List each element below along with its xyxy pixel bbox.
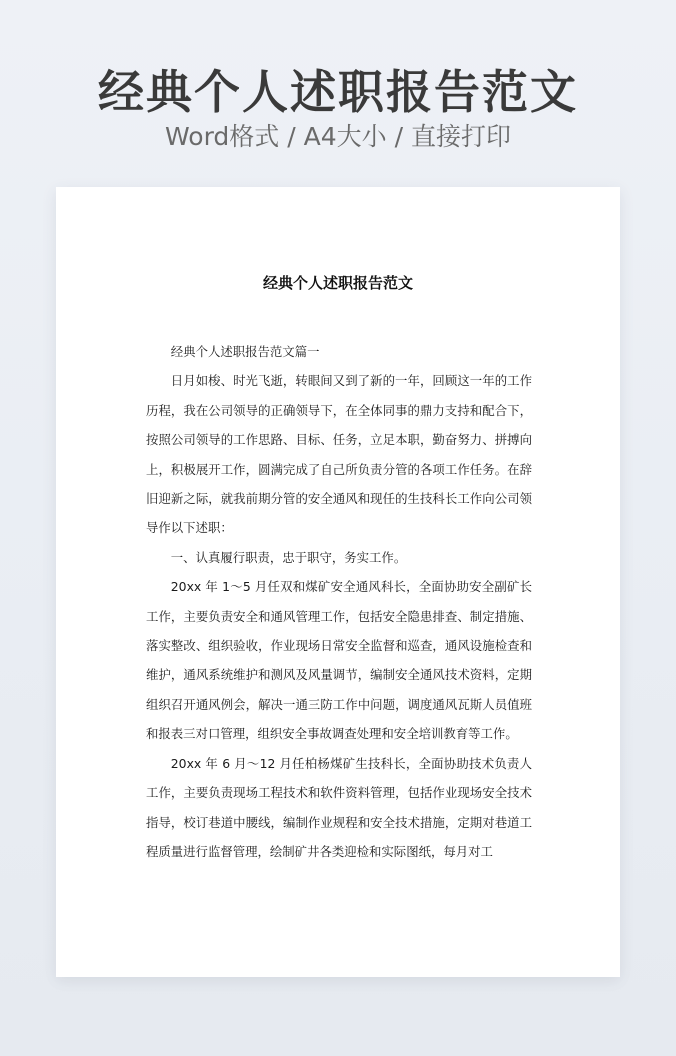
section-heading: 经典个人述职报告范文篇一 xyxy=(170,344,320,359)
paragraph: 日月如梭、时光飞逝，转眼间又到了新的一年，回顾这一年的工作历程，我在公司领导的正确领导下，在全体同事的鼎力支持和配合下，按照公司领导的工作思路、目标、任务，立足本职，勤奋努力、拼搏向上，积极展开工作，圆满完成了自己所负责分管的各项工作任务。在辞旧迎新之际，就我前期分管的安全通风和现任的生技科长工作向公司领导作以下述职： xyxy=(146,373,532,536)
banner-subtitle: Word格式 / A4大小 / 直接打印 xyxy=(165,122,511,151)
document-page xyxy=(56,187,620,977)
paragraph: 一、认真履行职责，忠于职守，务实工作。 xyxy=(170,549,407,565)
banner-title: 经典个人述职报告范文 xyxy=(98,65,578,119)
paragraph: 20xx 年 6 月～12 月任柏杨煤矿生技科长，全面协助技术负责人工作，主要负责现场工程技术和软件资料管理，包括作业现场安全技术指导，校订巷道中腰线，编制作业规程和安全技术措施，定期对巷道工程质量进行监督管理，绘制矿井各类迎检和实际图纸，每月对工 xyxy=(146,755,532,859)
paragraph: 20xx 年 1～5 月任双和煤矿安全通风科长，全面协助安全副矿长工作，主要负责安全和通风管理工作，包括安全隐患排查、制定措施、落实整改、组织验收，作业现场日常安全监督和巡查，通风设施检查和维护，通风系统维护和测风及风量调节，编制安全通风技术资料，定期组织召开通风例会，解决一通三防工作中问题，调度通风瓦斯人员值班和报表三对口管理，组织安全事故调查处理和安全培训教育等工作。 xyxy=(146,579,532,742)
document-title: 经典个人述职报告范文 xyxy=(262,274,413,292)
document-body xyxy=(146,337,532,897)
